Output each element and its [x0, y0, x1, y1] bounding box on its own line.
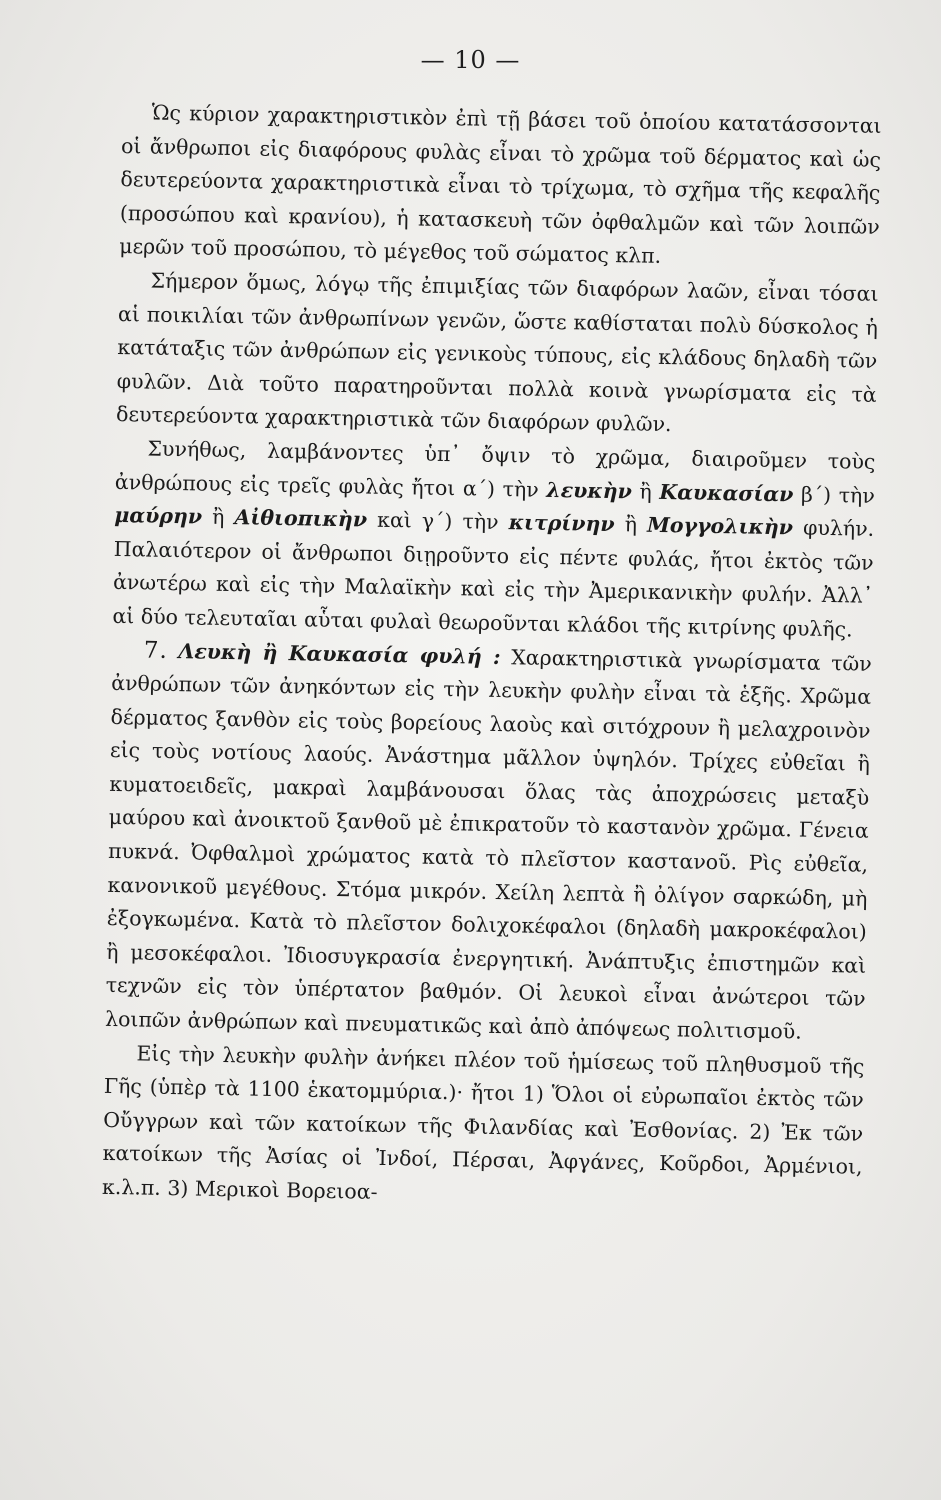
text-fragment: φυλήν. Παλαιότερον οἱ ἄνθρωποι διῃροῦντο εἰς πέντε φυλάς, ἤτοι ἐκτὸς τῶν ἀνωτέρω καὶ εἰς τὴν Μαλαϊκὴν καὶ εἰς τὴν Ἀμερικανικὴν φυλήν. Ἀλλ᾿ αἱ δύο τελευταῖαι αὗται φυλαὶ θεωροῦνται κλάδοι τῆς κιτρίνης φυλῆς.: [112, 515, 875, 642]
paragraph-mixing: Σήμερον ὅμως, λόγῳ τῆς ἐπιμιξίας τῶν διαφόρων λαῶν, εἶναι τόσαι αἱ ποικιλίαι τῶν ἀνθρωπίνων γενῶν, ὥστε καθίσταται πολὺ δύσκολος ἡ κατάταξις τῶν ἀνθρώπων εἰς γενικοὺς τύπους, εἰς κλάδους δηλαδὴ τῶν φυλῶν. Διὰ τοῦτο παρατηροῦνται πολλὰ κοινὰ γνωρίσματα εἰς τὰ δευτερεύοντα χαρακτηριστικὰ τῶν διαφόρων φυλῶν.: [115, 268, 879, 437]
paragraph-characteristics: Ὡς κύριον χαρακτηριστικὸν ἐπὶ τῇ βάσει τοῦ ὁποίου κατατάσσονται οἱ ἄνθρωποι εἰς διαφόρους φυλὰς εἶναι τὸ χρῶμα τοῦ δέρματος καὶ ὡς δευτερεύοντα χαρακτηριστικὰ εἶναι τὸ τρίχωμα, τὸ σχῆμα τῆς κεφαλῆς (προσώπου καὶ κρανίου), ἡ κατασκευὴ τῶν ὀφθαλμῶν καὶ τῶν λοιπῶν μερῶν τοῦ προσώπου, τὸ μέγεθος τοῦ σώματος κλπ.: [119, 100, 882, 269]
term-mongolian: Μογγολικὴν: [646, 512, 794, 540]
term-caucasian: Καυκασίαν: [659, 479, 794, 506]
text-fragment: β΄) τὴν: [793, 481, 876, 508]
term-ethiopian: Αἰθιοπικὴν: [234, 505, 368, 532]
section-number: 7.: [143, 636, 169, 664]
term-black: μαύρην: [114, 503, 203, 529]
term-yellow: κιτρίνην: [508, 510, 615, 537]
section-7-paragraph: [105, 633, 872, 1050]
paragraph-three-races: [112, 432, 876, 647]
section-heading: Λευκὴ ἢ Καυκασία φυλή :: [178, 638, 501, 669]
paragraph-population: Εἰς τὴν λευκὴν φυλὴν ἀνήκει πλέον τοῦ ἡμίσεως τοῦ πληθυσμοῦ τῆς Γῆς (ὑπὲρ τὰ 1100 ἑκατομμύρια.)· ἤτοι 1) Ὅλοι οἱ εὐρωπαῖοι ἐκτὸς τῶν Οὔγγρων καὶ τῶν κατοίκων τῆς Φιλανδίας καὶ Ἐσθονίας. 2) Ἐκ τῶν κατοίκων τῆς Ἀσίας οἱ Ἰνδοί, Πέρσαι, Ἀφγάνες, Κοῦρδοι, Ἀρμένιοι, κ.λ.π. 3) Μερικοὶ Βορειοα-: [101, 1041, 865, 1204]
text-fragment: καὶ γ΄) τὴν: [366, 507, 509, 535]
text-fragment: ἢ: [631, 478, 660, 504]
text-fragment: ἢ: [201, 504, 235, 530]
body-text: [102, 96, 882, 1218]
text-fragment: ἢ: [614, 512, 648, 537]
term-white: λευκὴν: [546, 477, 633, 503]
page-number: — 10 —: [420, 46, 521, 74]
text-fragment: Συνήθως, λαμβάνοντες ὑπ᾿ ὄψιν τὸ χρῶμα, διαιροῦμεν τοὺς ἀνθρώπους εἰς τρεῖς φυλὰς ἤτοι α΄) τὴν: [114, 436, 876, 502]
section-text: Χαρακτηριστικὰ γνωρίσματα τῶν ἀνθρώπων τῶν ἀνηκόντων εἰς τὴν λευκὴν φυλὴν εἶναι τὰ ἑξῆς. Χρῶμα δέρματος ξανθὸν εἰς τοὺς βορείους λαοὺς καὶ σιτόχρουν ἢ μελαχροινὸν εἰς τοὺς νοτίους λαούς. Ἀνάστημα μᾶλλον ὑψηλόν. Τρίχες εὐθεῖαι ἢ κυματοειδεῖς, μακραὶ λαμβάνουσαι ὅλας τὰς ἀποχρώσεις μεταξὺ μαύρου καὶ ἀνοικτοῦ ξανθοῦ μὲ ἐπικρατοῦν τὸ καστανὸν χρῶμα. Γένεια πυκνά. Ὀφθαλμοὶ χρώματος κατὰ τὸ πλεῖστον καστανοῦ. Ρὶς εὐθεῖα, κανονικοῦ μεγέθους. Στόμα μικρόν. Χείλη λεπτὰ ἢ ὀλίγον σαρκώδη, μὴ ἐξογκωμένα. Κατὰ τὸ πλεῖστον δολιχοκέφαλοι (δηλαδὴ μακροκέφαλοι) ἢ μεσοκέφαλοι. Ἰδιοσυγκρασία ἐνεργητική. Ἀνάπτυξις ἐπιστημῶν καὶ τεχνῶν εἰς τὸν ὑπέρτατον βαθμόν. Οἱ λευκοὶ εἶναι ἀνώτεροι τῶν λοιπῶν ἀνθρώπων καὶ πνευματικῶς καὶ ἀπὸ ἀπόψεως πολιτισμοῦ.: [104, 644, 872, 1044]
